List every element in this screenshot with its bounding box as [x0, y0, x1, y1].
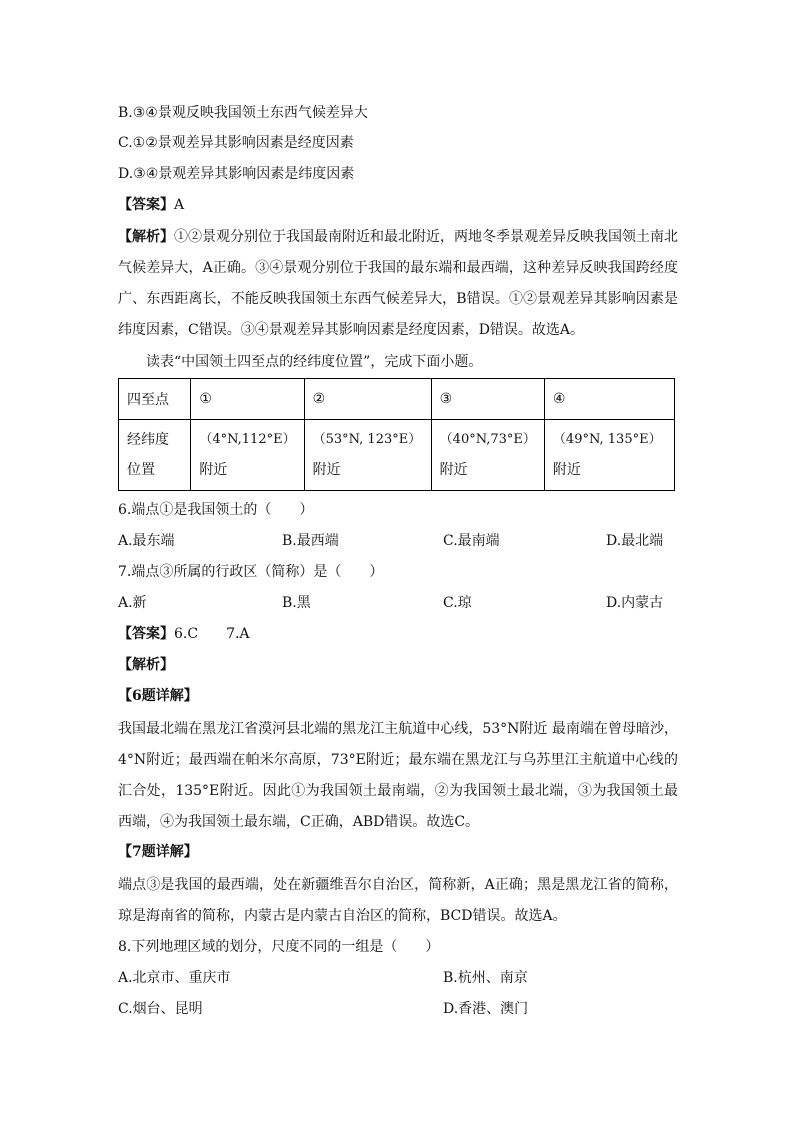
q5-option-c: C.①②景观差异其影响因素是经度因素: [118, 135, 354, 151]
table-cell: [304, 420, 431, 491]
near-text: 附近: [312, 462, 341, 478]
coord-text: （53°N, 123°E）: [312, 432, 422, 447]
q8-option-a: A.北京市、重庆市: [118, 970, 231, 986]
table-header-cell: ①: [191, 379, 304, 420]
table-header-cell: ③: [431, 379, 544, 420]
table-intro: 读表“中国领土四至点的经纬度位置”，完成下面小题。: [146, 354, 483, 370]
q8-stem: 8.下列地理区域的划分，尺度不同的一组是（ ）: [118, 939, 440, 955]
q8-option-b: B.杭州、南京: [443, 970, 528, 986]
q6-option-b: B.最西端: [282, 533, 339, 549]
table-header-cell: ④: [544, 379, 674, 420]
q7-option-d: D.内蒙古: [606, 595, 664, 611]
extreme-points-table: [118, 378, 675, 491]
detail-6-text: 我国最北端在黑龙江省漠河县北端的黑龙江主航道中心线，53°N附近 最南端在曾母暗沙，4°N附近；最西端在帕米尔高原，73°E附近；最东端在黑龙江与乌苏里江主航道中心线的汇合处，135°E附近。因此①为我国领土最南端，②为我国领土最北端，③为我国领土最西端，④为我国领土最东端，C正确，ABD错误。故选C。: [118, 721, 678, 830]
analysis-text: ①②景观分别位于我国最南附近和最北附近，两地冬季景观差异反映我国领土南北气候差异大，A正确。③④景观分别位于我国的最东端和最西端，这种差异反映我国跨经度广、东西距离长，不能反映我国领土东西气候差异大，B错误。①②景观差异其影响因素是纬度因素，C错误。③④景观差异其影响因素是经度因素，D错误。故选A。: [118, 229, 678, 338]
table-data-row: [119, 420, 675, 491]
detail-7-label: 【7题详解】: [118, 844, 198, 860]
q5-option-b: B.③④景观反映我国领土东西气候差异大: [118, 105, 368, 121]
q7-option-b: B.黑: [282, 595, 311, 611]
table-header-cell: 四至点: [119, 379, 191, 420]
table-cell: [431, 420, 544, 491]
q5-answer: [118, 195, 184, 215]
q5-option-d: D.③④景观差异其影响因素是纬度因素: [118, 166, 355, 182]
detail-6-label: 【6题详解】: [118, 688, 198, 704]
detail-7-text: 端点③是我国的最西端，处在新疆维吾尔自治区，简称新，A正确；黑是黑龙江省的简称，琼是海南省的简称，内蒙古是内蒙古自治区的简称，BCD错误。故选A。: [118, 877, 678, 924]
q6-option-a: A.最东端: [118, 533, 175, 549]
coord-text: （4°N,112°E）: [199, 432, 296, 447]
answer-value: A: [174, 197, 185, 213]
q8-option-d: D.香港、澳门: [443, 1001, 529, 1017]
row-label-line-2: 位置: [127, 462, 155, 478]
answer-label: 【答案】: [118, 197, 174, 213]
table-cell: [191, 420, 304, 491]
answer-value: 6.C 7.A: [174, 626, 250, 642]
table-cell: [544, 420, 674, 491]
coord-text: （49°N, 135°E）: [552, 432, 662, 447]
q8-option-c: C.烟台、昆明: [118, 1001, 203, 1017]
q7-option-a: A.新: [118, 595, 147, 611]
q7-option-c: C.琼: [443, 595, 472, 611]
near-text: 附近: [199, 462, 228, 478]
table-header-cell: ②: [304, 379, 431, 420]
coord-text: （40°N,73°E）: [439, 432, 536, 447]
q7-stem: 7.端点③所属的行政区（简称）是（ ）: [118, 564, 384, 580]
answer-label: 【答案】: [118, 626, 174, 642]
analysis-label: 【解析】: [118, 229, 174, 245]
near-text: 附近: [552, 462, 581, 478]
table-header-row: [119, 379, 675, 420]
row-label-line-1: 经纬度: [127, 432, 169, 448]
near-text: 附近: [439, 462, 468, 478]
q6-stem: 6.端点①是我国领土的（ ）: [118, 502, 314, 518]
answers-6-7: [118, 624, 250, 644]
q6-option-d: D.最北端: [606, 533, 664, 549]
q5-analysis: [118, 222, 678, 346]
q6-option-c: C.最南端: [443, 533, 500, 549]
table-row-label: [119, 420, 191, 491]
analysis-label: 【解析】: [118, 657, 174, 673]
